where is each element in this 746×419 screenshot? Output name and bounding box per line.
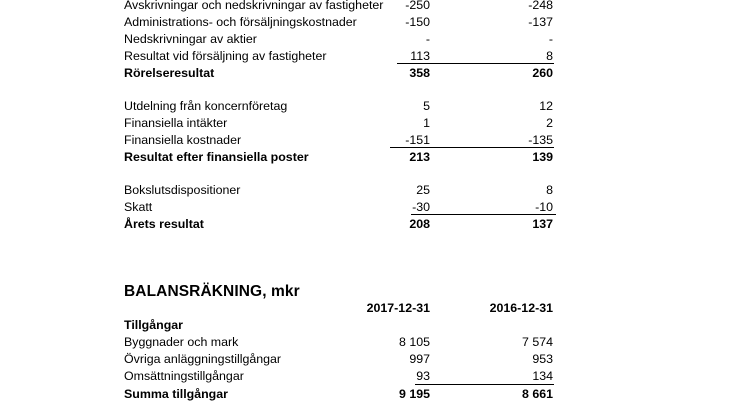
sum-underline: [411, 214, 430, 215]
sum-underline: [415, 384, 430, 385]
row-label: Avskrivningar och nedskrivningar av fastigheter: [124, 0, 384, 12]
row-label: Finansiella kostnader: [124, 133, 242, 147]
value-2017: -30: [412, 200, 430, 214]
value-2016: 12: [539, 99, 553, 113]
section-heading: BALANSRÄKNING, mkr: [124, 283, 300, 300]
row-label: Nedskrivningar av aktier: [124, 32, 257, 46]
value-2017: 93: [416, 369, 430, 383]
total-row: [124, 217, 556, 234]
row-label: Byggnader och mark: [124, 335, 239, 349]
table-row: [124, 15, 556, 32]
row-label: Omsättningstillgångar: [124, 369, 244, 383]
value-2017: 997: [409, 352, 430, 366]
value-2017: 1: [423, 116, 430, 130]
column-header-2017: 2017-12-31: [366, 301, 430, 315]
value-2016: 7 574: [521, 335, 553, 349]
sum-underline: [397, 63, 430, 64]
value-2017: 208: [409, 217, 430, 231]
value-2017: 25: [416, 183, 430, 197]
table-row: [124, 183, 556, 200]
row-label: Övriga anläggningstillgångar: [124, 352, 282, 366]
section-label: [124, 318, 556, 335]
sum-underline: [430, 384, 554, 385]
value-2017: 9 195: [398, 387, 430, 401]
row-label: Rörelseresultat: [124, 66, 215, 80]
value-2016: 2: [546, 116, 553, 130]
value-2017: -150: [405, 15, 430, 29]
table-row: [124, 99, 556, 116]
row-label: Bokslutsdispositioner: [124, 183, 241, 197]
row-label: Resultat efter finansiella poster: [124, 150, 309, 164]
value-2017: 213: [409, 150, 430, 164]
column-header-2016: 2016-12-31: [489, 301, 553, 315]
value-2017: 8 105: [398, 335, 430, 349]
value-2017: 358: [409, 66, 430, 80]
table-row: [124, 116, 556, 133]
value-2017: -250: [405, 0, 430, 12]
value-2016: -10: [535, 200, 553, 214]
value-2016: -135: [528, 133, 553, 147]
value-2016: 134: [532, 369, 553, 383]
row-label: Skatt: [124, 200, 153, 214]
sum-underline: [430, 147, 554, 148]
value-2016: 139: [532, 150, 553, 164]
table-row: [124, 352, 556, 369]
table-row: [124, 0, 556, 15]
row-label: Administrations- och försäljningskostnader: [124, 15, 357, 29]
value-2016: 8: [546, 49, 553, 63]
total-row: [124, 387, 556, 404]
value-2017: -: [425, 32, 430, 46]
value-2017: -151: [405, 133, 430, 147]
value-2016: 8 661: [521, 387, 553, 401]
value-2017: 5: [423, 99, 430, 113]
row-label: Tillgångar: [124, 318, 183, 332]
value-2016: 953: [532, 352, 553, 366]
table-row: [124, 335, 556, 352]
value-2016: -248: [528, 0, 553, 12]
sum-underline: [390, 147, 430, 148]
row-label: Utdelning från koncernföretag: [124, 99, 288, 113]
row-label: Finansiella intäkter: [124, 116, 228, 130]
sum-underline: [430, 214, 556, 215]
value-2016: -137: [528, 15, 553, 29]
table-row: [124, 32, 556, 49]
subtotal-row: [124, 66, 556, 83]
value-2016: 260: [532, 66, 553, 80]
row-label: Resultat vid försäljning av fastigheter: [124, 49, 327, 63]
value-2017: 113: [410, 49, 430, 63]
value-2016: -: [548, 32, 553, 46]
value-2016: 137: [532, 217, 553, 231]
value-2016: 8: [546, 183, 553, 197]
sum-underline: [430, 63, 554, 64]
subtotal-row: [124, 150, 556, 167]
row-label: Summa tillgångar: [124, 387, 228, 401]
row-label: Årets resultat: [124, 217, 204, 231]
